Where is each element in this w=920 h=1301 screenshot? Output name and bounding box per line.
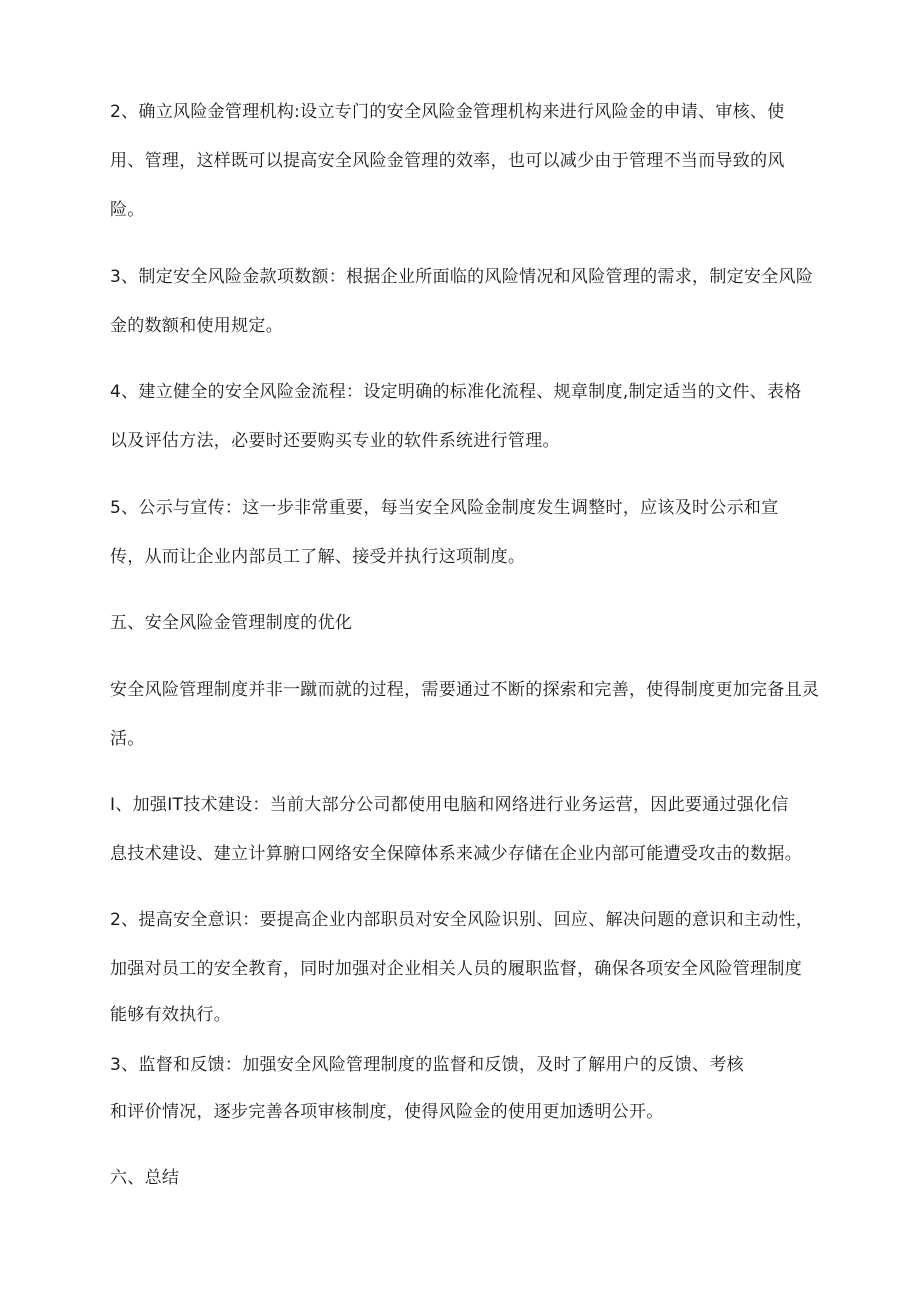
text-line: 和评价情况，逐步完善各项审核制度，使得风险金的使用更加透明公开。: [110, 1102, 664, 1122]
text-line: I、加强IT技术建设：当前大部分公司都使用电脑和网络进行业务运营，因此要通过强化信: [110, 795, 789, 815]
text-line: 息技术建设、建立计算腑口网络安全保障体系来减少存储在企业内部可能遭受攻击的数据。: [110, 844, 802, 864]
text-line: 2、确立风险金管理机构:设立专门的安全风险金管理机构来进行风险金的申请、审核、使: [110, 102, 785, 122]
section-heading: 五、安全风险金管理制度的优化: [110, 613, 353, 633]
text-line: 加强对员工的安全教育，同时加强对企业相关人员的履职监督，确保各项安全风险管理制度: [110, 959, 802, 979]
text-line: 能够有效执行。: [110, 1005, 232, 1025]
text-line: 4、建立健全的安全风险金流程：设定明确的标准化流程、规章制度,制定适当的文件、表格: [110, 382, 802, 402]
text-line: 用、管理，这样既可以提高安全风险金管理的效率，也可以减少由于管理不当而导致的风: [110, 151, 785, 171]
section-heading: 六、总结: [110, 1168, 180, 1188]
text-line: 险。: [110, 200, 145, 220]
text-line: 安全风险管理制度并非一蹴而就的过程，需要通过不断的探索和完善，使得制度更加完备且灵: [110, 680, 820, 700]
text-line: 3、监督和反馈：加强安全风险管理制度的监督和反馈，及时了解用户的反馈、考核: [110, 1055, 744, 1075]
text-line: 以及评估方法，必要时还要购买专业的软件系统进行管理。: [110, 431, 560, 451]
text-line: 活。: [110, 729, 145, 749]
text-line: 3、制定安全风险金款项数额：根据企业所面临的风险情况和风险管理的需求，制定安全风险: [110, 267, 814, 287]
text-line: 5、公示与宣传：这一步非常重要，每当安全风险金制度发生调整时，应该及时公示和宣: [110, 498, 779, 518]
text-line: 金的数额和使用规定。: [110, 316, 283, 336]
text-line: 传，从而让企业内部员工了解、接受并执行这项制度。: [110, 547, 526, 567]
text-line: 2、提高安全意识：要提高企业内部职员对安全风险识别、回应、解决问题的意识和主动性，: [110, 910, 814, 930]
